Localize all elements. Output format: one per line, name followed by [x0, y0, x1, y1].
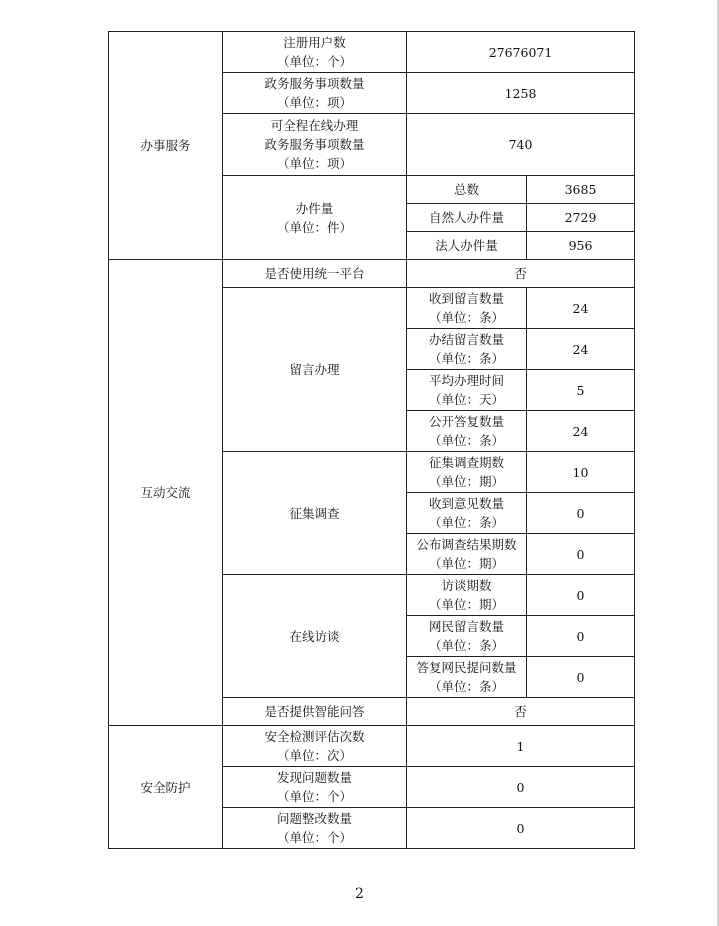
smart-qa-value: 否 [407, 698, 635, 726]
section-security-title: 安全防护 [109, 726, 223, 849]
interview-periods-value: 0 [527, 575, 635, 616]
table-row [109, 726, 635, 767]
security-issues-label: 发现问题数量 （单位：个） [223, 767, 407, 808]
cases-legal-label: 法人办件量 [407, 232, 527, 260]
cases-total-value: 3685 [527, 176, 635, 204]
page-number: 2 [355, 886, 364, 902]
messages-received-value: 24 [527, 288, 635, 329]
unified-platform-label: 是否使用统一平台 [223, 260, 407, 288]
messages-public-value: 24 [527, 411, 635, 452]
smart-qa-label: 是否提供智能问答 [223, 698, 407, 726]
survey-periods-value: 10 [527, 452, 635, 493]
interview-messages-label: 网民留言数量 （单位：条） [407, 616, 527, 657]
security-checks-label: 安全检测评估次数 （单位：次） [223, 726, 407, 767]
interview-group-label: 在线访谈 [223, 575, 407, 698]
messages-group-label: 留言办理 [223, 288, 407, 452]
table-row [109, 32, 635, 73]
interview-answers-label: 答复网民提问数量 （单位：条） [407, 657, 527, 698]
cases-label: 办件量 （单位：件） [223, 176, 407, 260]
security-fixed-label: 问题整改数量 （单位：个） [223, 808, 407, 849]
registered-users-value: 27676071 [407, 32, 635, 73]
online-items-label: 可全程在线办理 政务服务事项数量 （单位：项） [223, 114, 407, 176]
messages-avg-time-value: 5 [527, 370, 635, 411]
interview-answers-value: 0 [527, 657, 635, 698]
security-issues-value: 0 [407, 767, 635, 808]
interview-periods-label: 访谈期数 （单位：期） [407, 575, 527, 616]
survey-group-label: 征集调查 [223, 452, 407, 575]
messages-received-label: 收到留言数量 （单位：条） [407, 288, 527, 329]
interview-messages-value: 0 [527, 616, 635, 657]
messages-concluded-value: 24 [527, 329, 635, 370]
messages-avg-time-label: 平均办理时间 （单位：天） [407, 370, 527, 411]
security-checks-value: 1 [407, 726, 635, 767]
survey-opinions-value: 0 [527, 493, 635, 534]
survey-periods-label: 征集调查期数 （单位：期） [407, 452, 527, 493]
unified-platform-value: 否 [407, 260, 635, 288]
table-row [109, 260, 635, 288]
service-items-value: 1258 [407, 73, 635, 114]
registered-users-label: 注册用户数 （单位：个） [223, 32, 407, 73]
service-items-label: 政务服务事项数量 （单位：项） [223, 73, 407, 114]
statistics-table [108, 31, 635, 849]
messages-concluded-label: 办结留言数量 （单位：条） [407, 329, 527, 370]
messages-public-label: 公开答复数量 （单位：条） [407, 411, 527, 452]
cases-natural-value: 2729 [527, 204, 635, 232]
online-items-value: 740 [407, 114, 635, 176]
section-service-title: 办事服务 [109, 32, 223, 260]
survey-results-value: 0 [527, 534, 635, 575]
survey-opinions-label: 收到意见数量 （单位：条） [407, 493, 527, 534]
cases-legal-value: 956 [527, 232, 635, 260]
cases-natural-label: 自然人办件量 [407, 204, 527, 232]
survey-results-label: 公布调查结果期数 （单位：期） [407, 534, 527, 575]
cases-total-label: 总数 [407, 176, 527, 204]
section-interaction-title: 互动交流 [109, 260, 223, 726]
security-fixed-value: 0 [407, 808, 635, 849]
